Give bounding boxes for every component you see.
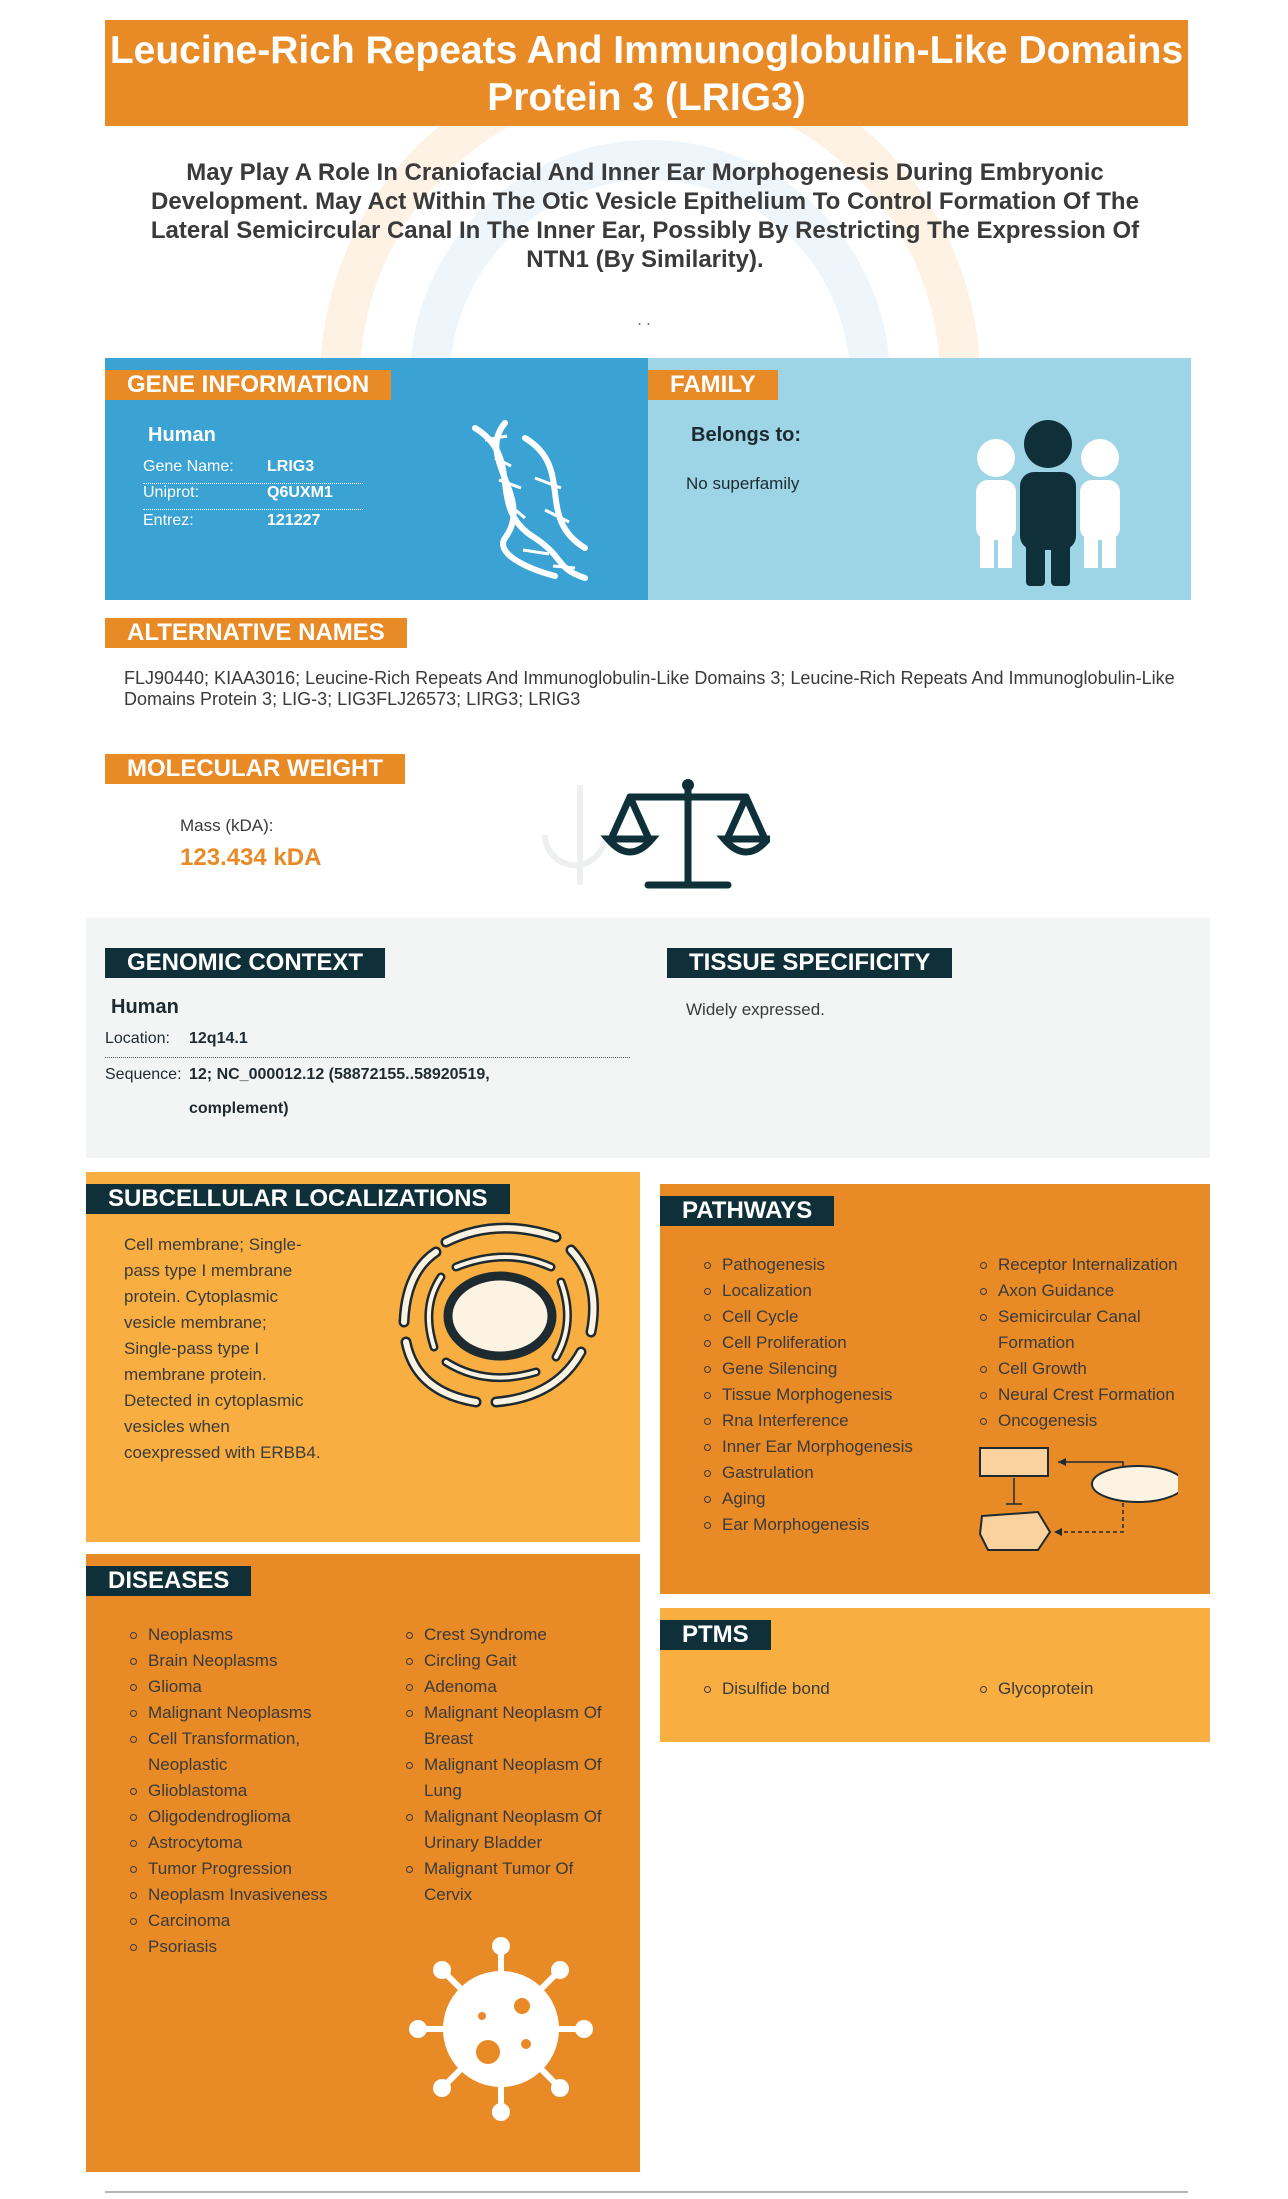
list-item: Semicircular Canal Formation [978, 1304, 1204, 1356]
list-item: Cell Cycle [702, 1304, 932, 1330]
list-item: Neural Crest Formation [978, 1382, 1204, 1408]
alternative-names-heading: ALTERNATIVE NAMES [105, 618, 407, 648]
list-item: Tissue Morphogenesis [702, 1382, 932, 1408]
family-value: No superfamily [686, 474, 800, 493]
organelle-icon [396, 1212, 606, 1412]
list-item: Malignant Neoplasm Of Urinary Bladder [404, 1804, 614, 1856]
sequence-value-line1: 12; NC_000012.12 (58872155..58920519, [189, 1066, 490, 1083]
subcellular-text: Cell membrane; Single-pass type I membrane protein. Cytoplasmic vesicle membrane; Single-pass type I membrane protein. Detected in cytoplasmic vesicles when coexpressed with ERBB4. [124, 1235, 321, 1462]
tissue-specificity-text: Widely expressed. [686, 1000, 825, 1019]
family-belongs-label: Belongs to: [691, 424, 801, 446]
pathways-heading-text: PATHWAYS [682, 1197, 813, 1224]
list-item: Malignant Neoplasm Of Lung [404, 1752, 614, 1804]
pathways-panel [660, 1184, 1210, 1594]
subcellular-heading: SUBCELLULAR LOCALIZATIONS [86, 1184, 510, 1214]
sequence-value-line2: complement) [189, 1100, 289, 1117]
family-heading: FAMILY [648, 370, 778, 400]
list-item: Glycoprotein [978, 1676, 1198, 1702]
location-label: Location: [105, 1030, 170, 1047]
mass-value: 123.434 kDA [180, 844, 322, 871]
list-item: Malignant Neoplasm Of Breast [404, 1700, 614, 1752]
genomic-context-heading: GENOMIC CONTEXT [105, 948, 385, 978]
entrez-label: Entrez: [143, 512, 194, 529]
scale-icon [540, 765, 770, 900]
diseases-heading: DISEASES [86, 1566, 251, 1596]
function-description: May Play A Role In Craniofacial And Inner Ear Morphogenesis During Embryonic Development. May Act Within The Otic Vesicle Epithelium To Control Formation Of The Lateral Semicircular Canal In The Inner Ear, Possibly By Restricting The Expression Of NTN1 (By Similarity). [150, 159, 1140, 273]
list-item: Adenoma [404, 1674, 614, 1700]
list-item: Carcinoma [128, 1908, 368, 1934]
list-item: Aging [702, 1486, 932, 1512]
list-item: Gene Silencing [702, 1356, 932, 1382]
molecular-weight-heading: MOLECULAR WEIGHT [105, 754, 405, 784]
list-item: Brain Neoplasms [128, 1648, 368, 1674]
list-item: Pathogenesis [702, 1252, 932, 1278]
subcellular-panel [86, 1172, 640, 1542]
gene-information-heading: GENE INFORMATION [105, 370, 391, 400]
list-item: Cell Growth [978, 1356, 1204, 1382]
footer-divider [105, 2191, 1188, 2193]
list-item: Rna Interference [702, 1408, 932, 1434]
ptms-list-col1 [702, 1676, 942, 1702]
uniprot-label: Uniprot: [143, 484, 200, 501]
diseases-panel [86, 1554, 640, 2172]
list-item: Localization [702, 1278, 932, 1304]
entrez-value: 121227 [267, 512, 321, 529]
list-item: Glioblastoma [128, 1778, 368, 1804]
location-row [105, 1030, 630, 1058]
uniprot-row [143, 484, 363, 510]
pathway-diagram-icon [978, 1446, 1178, 1556]
location-value: 12q14.1 [189, 1030, 248, 1047]
list-item: Disulfide bond [702, 1676, 942, 1702]
gene-name-row [143, 458, 363, 484]
list-item: Tumor Progression [128, 1856, 368, 1882]
gene-information-panel [105, 358, 648, 600]
list-item: Malignant Neoplasms [128, 1700, 368, 1726]
list-item: Ear Morphogenesis [702, 1512, 932, 1538]
list-item: Oligodendroglioma [128, 1804, 368, 1830]
separator-dots: . . [637, 312, 651, 329]
pathways-list-col2 [978, 1252, 1204, 1434]
entrez-row [143, 512, 363, 538]
genomic-organism: Human [111, 996, 179, 1018]
gene-name-label: Gene Name: [143, 458, 234, 475]
uniprot-value: Q6UXM1 [267, 484, 333, 501]
mass-label: Mass (kDA): [180, 816, 274, 835]
page-title: Leucine-Rich Repeats And Immunoglobulin-Like Domains Protein 3 (LRIG3) [105, 20, 1188, 126]
list-item: Psoriasis [128, 1934, 368, 1960]
list-item: Inner Ear Morphogenesis [702, 1434, 932, 1460]
list-item: Neoplasms [128, 1622, 368, 1648]
pathways-list-col1 [702, 1252, 932, 1538]
family-panel [648, 358, 1191, 600]
gene-name-value: LRIG3 [267, 458, 315, 475]
alternative-names-text: FLJ90440; KIAA3016; Leucine-Rich Repeats And Immunoglobulin-Like Domains 3; Leucine-Rich Repeats And Immunoglobulin-Like Domains Protein 3; LIG-3; LIG3FLJ26573; LIRG3; LRIG3 [124, 668, 1175, 709]
genomic-tissue-panel [86, 918, 1210, 1158]
list-item: Circling Gait [404, 1648, 614, 1674]
gene-organism: Human [148, 424, 216, 446]
ptms-heading: PTMS [660, 1620, 771, 1650]
list-item: Neoplasm Invasiveness [128, 1882, 368, 1908]
list-item: Crest Syndrome [404, 1622, 614, 1648]
tissue-specificity-heading: TISSUE SPECIFICITY [667, 948, 952, 978]
list-item: Gastrulation [702, 1460, 932, 1486]
virus-icon [406, 1934, 596, 2124]
dna-icon [465, 418, 605, 583]
diseases-list-col1 [128, 1622, 368, 1960]
sequence-label: Sequence: [105, 1066, 182, 1083]
list-item: Malignant Tumor Of Cervix [404, 1856, 614, 1908]
ptms-panel [660, 1608, 1210, 1742]
list-item: Glioma [128, 1674, 368, 1700]
list-item: Cell Proliferation [702, 1330, 932, 1356]
diseases-list-col2 [404, 1622, 614, 1908]
list-item: Cell Transformation, Neoplastic [128, 1726, 368, 1778]
list-item: Astrocytoma [128, 1830, 368, 1856]
list-item: Receptor Internalization [978, 1252, 1204, 1278]
list-item: Oncogenesis [978, 1408, 1204, 1434]
pathways-heading [660, 1196, 834, 1226]
list-item: Axon Guidance [978, 1278, 1204, 1304]
ptms-list-col2 [978, 1676, 1198, 1702]
people-icon [968, 418, 1128, 588]
